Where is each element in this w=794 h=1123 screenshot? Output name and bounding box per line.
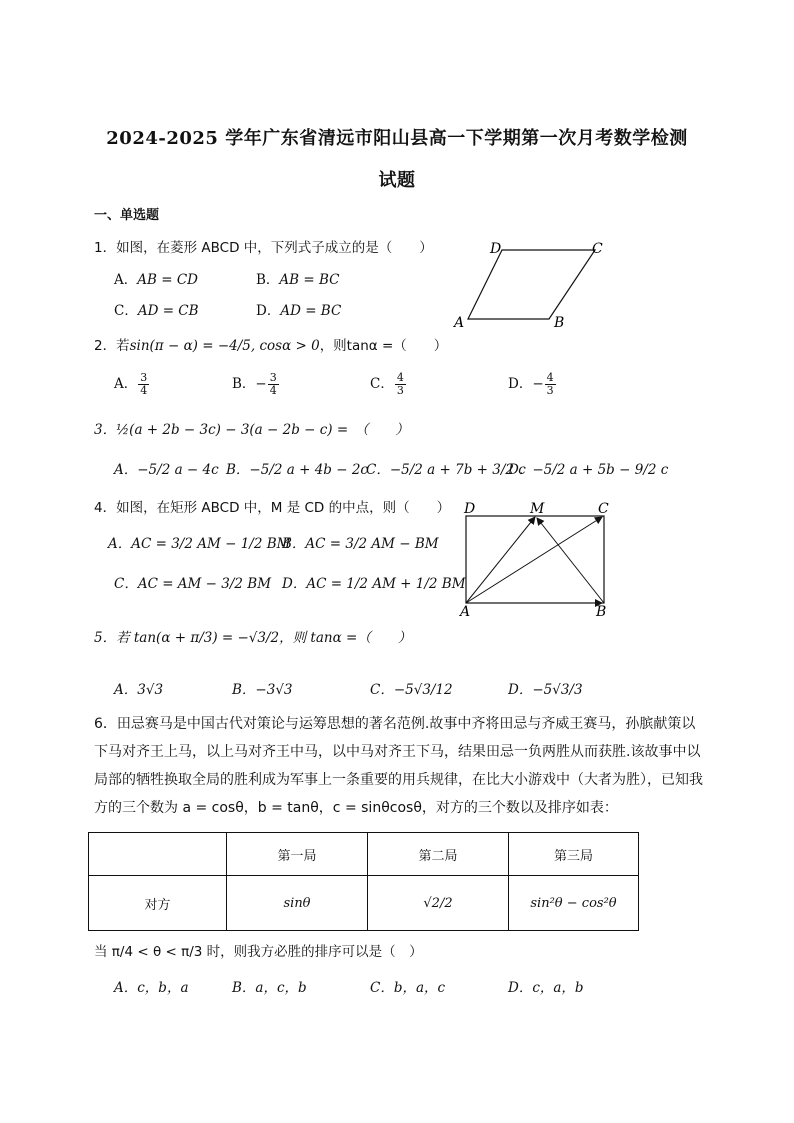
table-cell [89, 833, 227, 876]
q2-condition: sin(π − α) = −4/5, cosα > 0 [129, 338, 320, 354]
rect-label-d: D [464, 501, 476, 517]
q4-option-d: D．AC = 1/2 AM + 1/2 BM [282, 576, 466, 592]
question-6-paragraph: 6．田忌赛马是中国古代对策论与运筹思想的著名范例.故事中齐将田忌与齐威王赛马，孙膑献策以下马对齐王上马，以上马对齐王中马，以中马对齐王下马，结果田忌一负两胜从而获胜.该故事中以局部的牺牲换取全局的胜利成为军事上一条重要的用兵规律，在比大小游戏中（大者为胜），已知我方的三个数为 a = cosθ，b = tanθ，c = sinθcosθ，对方的三个数以及排序如表： [94, 716, 703, 816]
q1-option-d: D．AD = BC [256, 303, 342, 319]
vector-bm [537, 518, 604, 603]
q1-option-a: A．AB = CD [114, 272, 198, 288]
question-3-stem: 3．½(a + 2b − 3c) − 3(a − 2b − c) = （ ） [94, 422, 409, 438]
opponent-table [88, 832, 639, 931]
rhombus-label-a: A [454, 315, 465, 331]
vector-ac [466, 517, 602, 603]
document-title-line2: 试题 [378, 170, 416, 191]
table-row [89, 876, 639, 931]
q4-option-b: B．AC = 3/2 AM − BM [282, 536, 439, 552]
rhombus-shape [468, 250, 595, 319]
q5-option-a: A．3√3 [114, 682, 164, 698]
table-cell-round-2: √2/2 [368, 876, 509, 931]
q5-option-b: B．−3√3 [232, 682, 293, 698]
question-6-condition: 当 π/4 < θ < π/3 时，则我方必胜的排序可以是（ ） [94, 944, 423, 960]
table-cell-round-1: sinθ [227, 876, 368, 931]
q1-option-c: C．AD = CB [114, 303, 199, 319]
table-header-round-3: 第三局 [509, 833, 639, 876]
q1-option-a-expr: AB = CD [137, 272, 198, 288]
section-heading: 一、单选题 [94, 208, 160, 223]
q5-option-c: C．−5√3/12 [370, 682, 453, 698]
question-2-stem: 2．若sin(π − α) = −4/5, cosα > 0，则tanα =（ ） [94, 338, 448, 354]
table-header-round-1: 第一局 [227, 833, 368, 876]
rect-label-b: B [596, 604, 607, 620]
q6-option-c: C．b，a，c [370, 980, 446, 996]
question-5-stem: 5．若 tan(α + π/3) = −√3/2，则 tanα =（ ） [94, 630, 412, 646]
rectangle-figure [458, 500, 618, 622]
q1-option-c-expr: AD = CB [137, 303, 199, 319]
q6-option-a: A．c，b，a [114, 980, 189, 996]
rect-label-m: M [530, 501, 545, 517]
q2-option-d: D．− $\frac{4}{3}$ [508, 371, 554, 398]
q3-option-d: D．−5/2 a + 5b − 9/2 c [508, 462, 669, 478]
rhombus-label-b: B [554, 315, 565, 331]
table-header-round-2: 第二局 [368, 833, 509, 876]
table-header-row [89, 833, 639, 876]
q1-option-d-expr: AD = BC [280, 303, 342, 319]
question-1-stem: 1．如图，在菱形 ABCD 中，下列式子成立的是（ ） [94, 240, 433, 256]
q6-option-d: D．c，a，b [508, 980, 584, 996]
q6-option-b: B．a，c，b [232, 980, 307, 996]
table-row-label: 对方 [89, 876, 227, 931]
q1-option-b-expr: AB = BC [279, 272, 340, 288]
q4-option-c: C．AC = AM − 3/2 BM [114, 576, 272, 592]
rhombus-figure [450, 236, 620, 336]
rhombus-label-c: C [592, 241, 603, 257]
q1-option-b: B．AB = BC [256, 272, 340, 288]
document-title: 2024-2025 学年广东省清远市阳山县高一下学期第一次月考数学检测 [106, 128, 688, 149]
q3-option-a: A．−5/2 a − 4c [114, 462, 219, 478]
q4-option-a: A．AC = 3/2 AM − 1/2 BM [108, 536, 291, 552]
question-4-stem: 4．如图，在矩形 ABCD 中，M 是 CD 的中点，则（ ） [94, 500, 451, 516]
rect-label-a: A [460, 604, 471, 620]
q2-option-a: A． $\frac{3}{4}$ [114, 371, 148, 398]
q2-option-b: B．− $\frac{3}{4}$ [232, 371, 277, 398]
q5-option-d: D．−5√3/3 [508, 682, 583, 698]
q3-option-b: B．−5/2 a + 4b − 2c [226, 462, 368, 478]
q2-option-c: C． $\frac{4}{3}$ [370, 371, 404, 398]
table-cell-round-3: sin²θ − cos²θ [509, 876, 639, 931]
rhombus-label-d: D [490, 241, 502, 257]
vector-am [466, 517, 535, 603]
rect-label-c: C [598, 501, 609, 517]
q3-option-c: C．−5/2 a + 7b + 3/2 c [366, 462, 526, 478]
